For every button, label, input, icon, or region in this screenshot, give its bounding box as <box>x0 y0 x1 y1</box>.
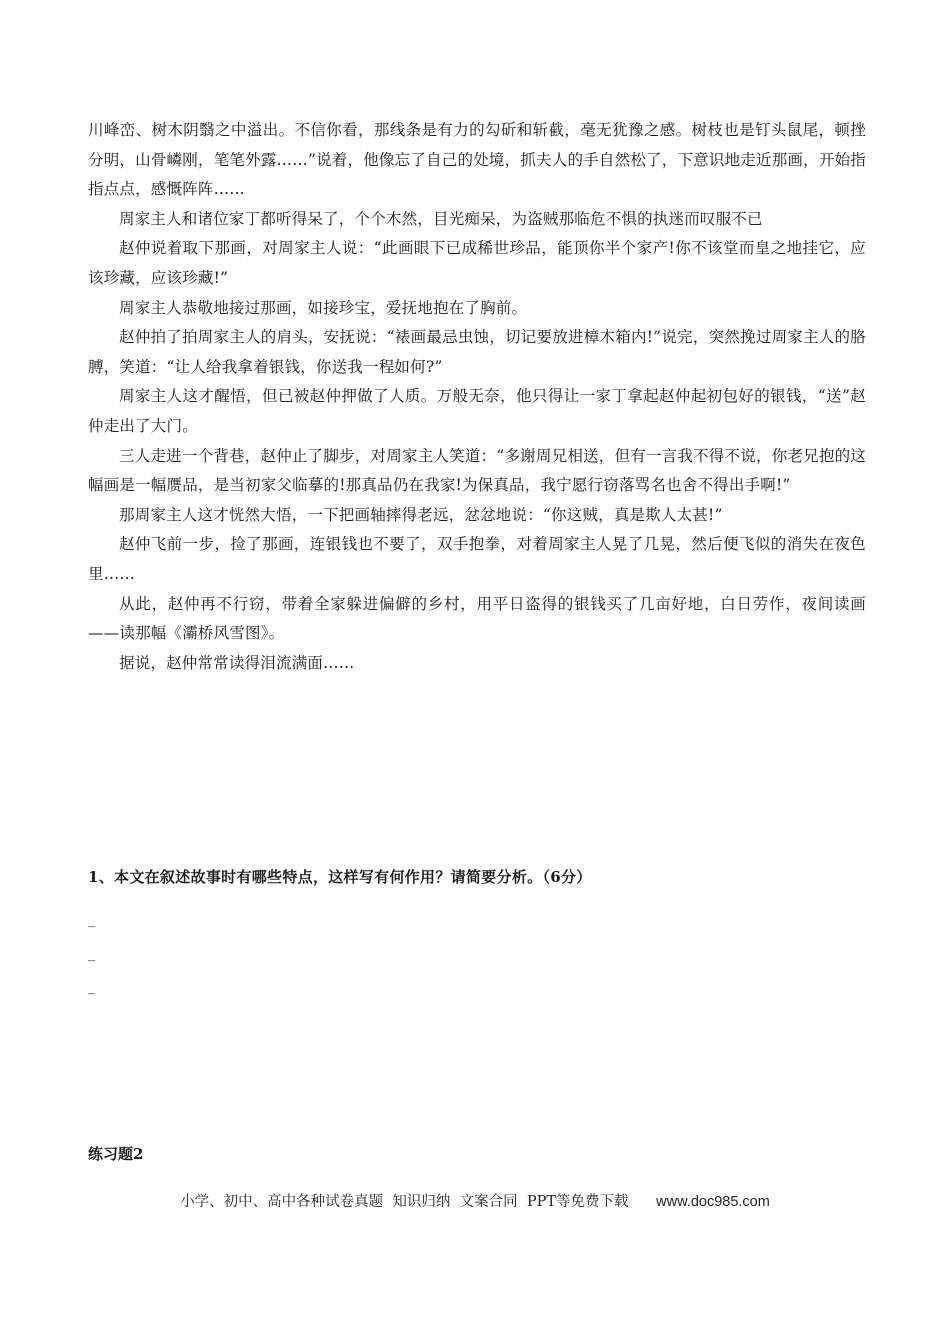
answer-blank-line: _ <box>88 979 95 995</box>
paragraph: 赵仲飞前一步，捡了那画，连银钱也不要了，双手抱拳，对着周家主人晃了几晃，然后便飞似的消失在夜色里…… <box>88 535 866 583</box>
answer-blank-line: _ <box>88 946 95 962</box>
question-1: 1、本文在叙述故事时有哪些特点，这样写有何作用？请简要分析。（6分） <box>88 868 592 886</box>
paragraph: 周家主人和诸位家丁都听得呆了，个个木然，目光痴呆，为盗贼那临危不惧的执迷而叹服不已 <box>119 209 763 228</box>
paragraph: 据说，赵仲常常读得泪流满面…… <box>119 653 355 672</box>
paragraph: 川峰峦、树木阴翳之中溢出。不信你看，那线条是有力的勾斫和斩截，毫无犹豫之感。树枝也是钉头鼠尾，顿挫分明，山骨嶙刚，笔笔外露……”说着，他像忘了自己的处境，抓夫人的手自然松了，下意识地走近那画，开始指指点点，感慨阵阵…… <box>88 121 866 199</box>
paragraph: 周家主人这才醒悟，但已被赵仲押做了人质。万般无奈，他只得让一家丁拿起赵仲起初包好的银钱，“送”赵仲走出了大门。 <box>88 387 866 435</box>
paragraph: 赵仲说着取下那画，对周家主人说：“此画眼下已成稀世珍品，能顶你半个家产!你不该堂而皇之地挂它，应该珍藏，应该珍藏!” <box>88 239 866 287</box>
story-text <box>88 116 866 678</box>
paragraph: 从此，赵仲再不行窃，带着全家躲进偏僻的乡村，用平日盗得的银钱买了几亩好地，白日劳作，夜间读画——读那幅《灞桥风雪图》。 <box>88 594 866 643</box>
page-footer <box>0 1190 950 1211</box>
answer-blank-line: _ <box>88 912 95 928</box>
exercise-section-title: 练习题2 <box>88 1145 144 1163</box>
footer-text: 小学、初中、高中各种试卷真题 知识归纳 文案合同 PPT等免费下载 <box>180 1194 629 1210</box>
paragraph: 赵仲拍了拍周家主人的肩头，安抚说：“裱画最忌虫蚀，切记要放进樟木箱内!”说完，突然挽过周家主人的胳膊，笑道：“让人给我拿着银钱，你送我一程如何?” <box>88 328 866 376</box>
paragraph: 三人走进一个背巷，赵仲止了脚步，对周家主人笑道：“多谢周兄相送，但有一言我不得不说，你老兄抱的这幅画是一幅赝品，是当初家父临摹的!那真品仍在我家!为保真品，我宁愿行窃落骂名也舍不得出手啊!” <box>88 446 866 495</box>
paragraph: 周家主人恭敬地接过那画，如接珍宝，爱抚地抱在了胸前。 <box>119 298 528 317</box>
paragraph: 那周家主人这才恍然大悟，一下把画轴摔得老远，忿忿地说：“你这贼，真是欺人太甚!” <box>119 505 723 524</box>
footer-url: www.doc985.com <box>656 1194 770 1210</box>
